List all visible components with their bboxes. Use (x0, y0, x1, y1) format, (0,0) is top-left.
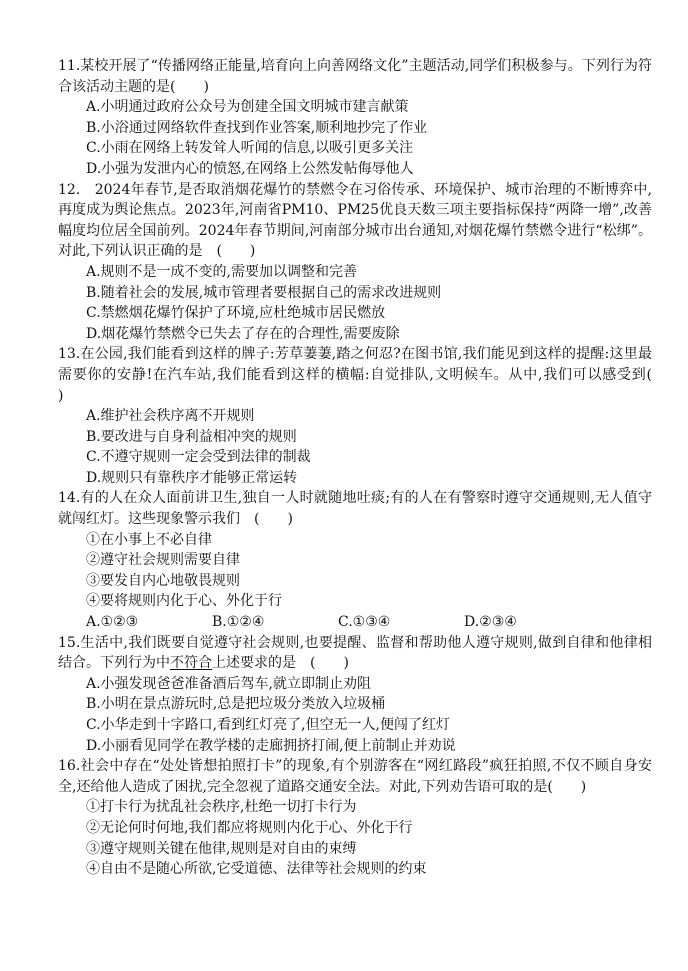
answer-choices (58, 612, 652, 633)
question-stem: 14.有的人在众人面前讲卫生,独自一人时就随地吐痰;有的人在有警察时遵守交通规则,无人值守就闯红灯。这些现象警示我们 ( ) (58, 490, 652, 528)
option-a: A.小明通过政府公众号为创建全国文明城市建言献策 (86, 99, 409, 116)
stem-text-before: 15.生活中,我们既要自觉遵守社会规则,也要提醒、监督和帮助他人遵守规则,做到自律和他律相结合。下列行为中 (58, 634, 652, 672)
choice-a: A.①②③ (86, 614, 139, 631)
option-d: D.烟花爆竹禁燃令已失去了存在的合理性,需要废除 (86, 325, 400, 342)
choice-b: B.①②④ (212, 614, 265, 631)
question-16 (58, 756, 652, 880)
option-d: D.小丽看见同学在教学楼的走廊拥挤打闹,便上前制止并劝说 (86, 737, 456, 754)
statement-4: ④自由不是随心所欲,它受道德、法律等社会规则的约束 (86, 861, 427, 878)
option-a: A.维护社会秩序离不开规则 (86, 408, 255, 425)
option-b: B.随着社会的发展,城市管理者要根据自己的需求改进规则 (86, 284, 442, 301)
option-b: B.要改进与自身利益相冲突的规则 (86, 428, 297, 445)
choice-d: D.②③④ (464, 614, 517, 631)
option-b: B.小明在景点游玩时,总是把垃圾分类放入垃圾桶 (86, 696, 386, 713)
statement-4: ④要将规则内化于心、外化于行 (86, 593, 282, 610)
question-stem: 13.在公园,我们能看到这样的牌子:芳草萋萋,踏之何忍?在图书馆,我们能见到这样的提醒:这里最需要你的安静!在汽车站,我们能看到这样的横幅:自觉排队,文明候车。从中,我们可以感受到( ) (58, 346, 680, 404)
statement-1: ①打卡行为扰乱社会秩序,杜绝一切打卡行为 (86, 799, 357, 816)
question-stem (58, 633, 652, 674)
option-a: A.规则不是一成不变的,需要加以调整和完善 (86, 263, 358, 280)
question-11 (58, 56, 652, 180)
option-b: B.小浴通过网络软件查找到作业答案,顺利地抄完了作业 (86, 119, 428, 136)
choice-c: C.①③④ (338, 614, 391, 631)
question-15 (58, 633, 652, 757)
question-14 (58, 488, 652, 632)
question-stem: 12. 2024年春节,是否取消烟花爆竹的禁燃令在习俗传承、环境保护、城市治理的不断博弈中,再度成为舆论焦点。2023年,河南省PM10、PM25优良天数三项主要指标保持“两降一增”,改善幅度均位居全国前列。2024年春节期间,河南部分城市出台通知,对烟花爆竹禁燃令进行“松绑”。对此,下列认识正确的是 ( ) (58, 181, 652, 260)
option-c: C.小雨在网络上转发耸人听闻的信息,以吸引更多关注 (86, 140, 414, 157)
option-d: D.小强为发泄内心的愤怒,在网络上公然发帖侮辱他人 (86, 160, 414, 177)
stem-text-after: 上述要求的是 ( ) (212, 655, 349, 672)
statement-2: ②无论何时何地,我们都应将规则内化于心、外化于行 (86, 819, 413, 836)
question-13 (58, 344, 680, 488)
option-c: C.不遵守规则一定会受到法律的制裁 (86, 449, 311, 466)
underlined-keyword: 不符合 (170, 655, 212, 672)
question-stem: 16.社会中存在“处处皆想拍照打卡”的现象,有个别游客在“网红路段”疯狂拍照,不仅不顾自身安全,还给他人造成了困扰,完全忽视了道路交通安全法。对此,下列劝告语可取的是( ) (58, 758, 652, 795)
question-12 (58, 180, 652, 345)
question-stem: 11.某校开展了“传播网络正能量,培育向上向善网络文化”主题活动,同学们积极参与。下列行为符合该活动主题的是( ) (58, 58, 652, 95)
statement-3: ③要发自内心地敬畏规则 (86, 572, 240, 589)
statement-2: ②遵守社会规则需要自律 (86, 552, 240, 569)
option-c: C.禁燃烟花爆竹保护了环境,应杜绝城市居民燃放 (86, 305, 386, 322)
statement-3: ③遵守规则关键在他律,规则是对自由的束缚 (86, 840, 357, 857)
statement-1: ①在小事上不必自律 (86, 531, 212, 548)
option-c: C.小华走到十字路口,看到红灯亮了,但空无一人,便闯了红灯 (86, 717, 451, 733)
option-d: D.规则只有靠秩序才能够正常运转 (86, 469, 298, 486)
option-a: A.小强发现爸爸准备酒后驾车,就立即制止劝阻 (86, 675, 372, 692)
